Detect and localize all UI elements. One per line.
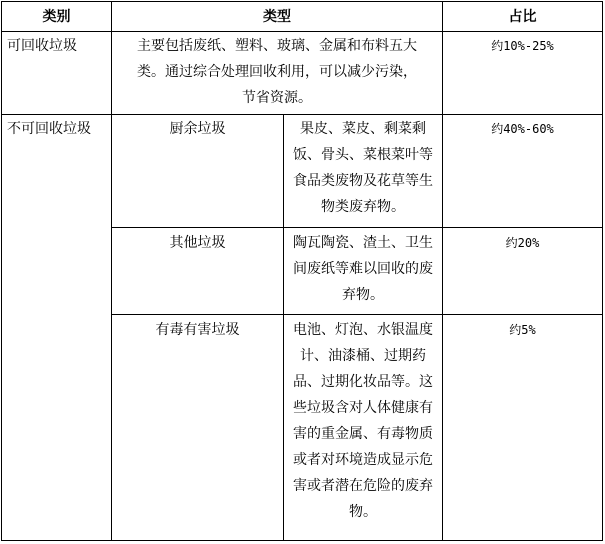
description-line: 果皮、菜皮、剩菜剩 [300, 121, 426, 137]
garbage-classification-table [1, 1, 603, 541]
description-line: 电池、灯泡、水银温度 [293, 322, 433, 338]
table-border-left [1, 1, 2, 541]
description-line: 害的重金属、有毒物质 [293, 426, 433, 442]
table-border-bottom [1, 540, 603, 541]
description-line: 害或者潜在危险的废弃 [293, 478, 433, 494]
recyclable-description-line: 类。通过综合处理回收利用，可以减少污染， [137, 64, 417, 80]
hazardous-waste-ratio: 约5% [509, 323, 536, 337]
kitchen-waste-type: 厨余垃圾 [169, 121, 226, 137]
description-line: 陶瓦陶瓷、渣土、卫生 [293, 235, 433, 251]
row-divider-kitchen [111, 227, 603, 228]
description-line: 弃物。 [342, 287, 384, 303]
description-line: 物类废弃物。 [321, 199, 405, 215]
kitchen-waste-ratio: 约40%-60% [491, 122, 554, 136]
description-line: 饭、骨头、菜根菜叶等 [293, 147, 433, 163]
kitchen-waste-description [284, 116, 442, 220]
description-line: 计、油漆桶、过期药 [300, 348, 426, 364]
other-waste-type: 其他垃圾 [169, 235, 226, 251]
description-line: 食品类废物及花草等生 [293, 173, 433, 189]
recyclable-description-line: 主要包括废纸、塑料、玻璃、金属和布料五大 [137, 38, 417, 54]
header-type: 类型 [263, 9, 291, 25]
hazardous-waste-type: 有毒有害垃圾 [155, 322, 240, 338]
description-line: 间废纸等难以回收的废 [293, 261, 433, 277]
column-divider-ratio [442, 1, 443, 541]
table-border-right [602, 1, 603, 541]
description-line: 物。 [349, 504, 377, 520]
header-category: 类别 [42, 9, 71, 25]
recyclable-category: 可回收垃圾 [7, 38, 77, 54]
row-divider-recyclable [1, 114, 603, 115]
row-divider-other [111, 314, 603, 315]
header-divider [1, 31, 603, 32]
other-waste-description [284, 230, 442, 308]
other-waste-ratio: 约20% [505, 236, 540, 250]
header-ratio: 占比 [508, 9, 537, 25]
non-recyclable-category: 不可回收垃圾 [7, 121, 91, 137]
hazardous-waste-description [284, 317, 442, 525]
description-line: 些垃圾含对人体健康有 [293, 400, 433, 416]
description-line: 品、过期化妆品等。这 [293, 374, 433, 390]
description-line: 或者对环境造成显示危 [293, 452, 433, 468]
recyclable-ratio: 约10%-25% [491, 39, 554, 53]
recyclable-description [112, 33, 442, 111]
recyclable-description-line: 节省资源。 [242, 90, 312, 106]
